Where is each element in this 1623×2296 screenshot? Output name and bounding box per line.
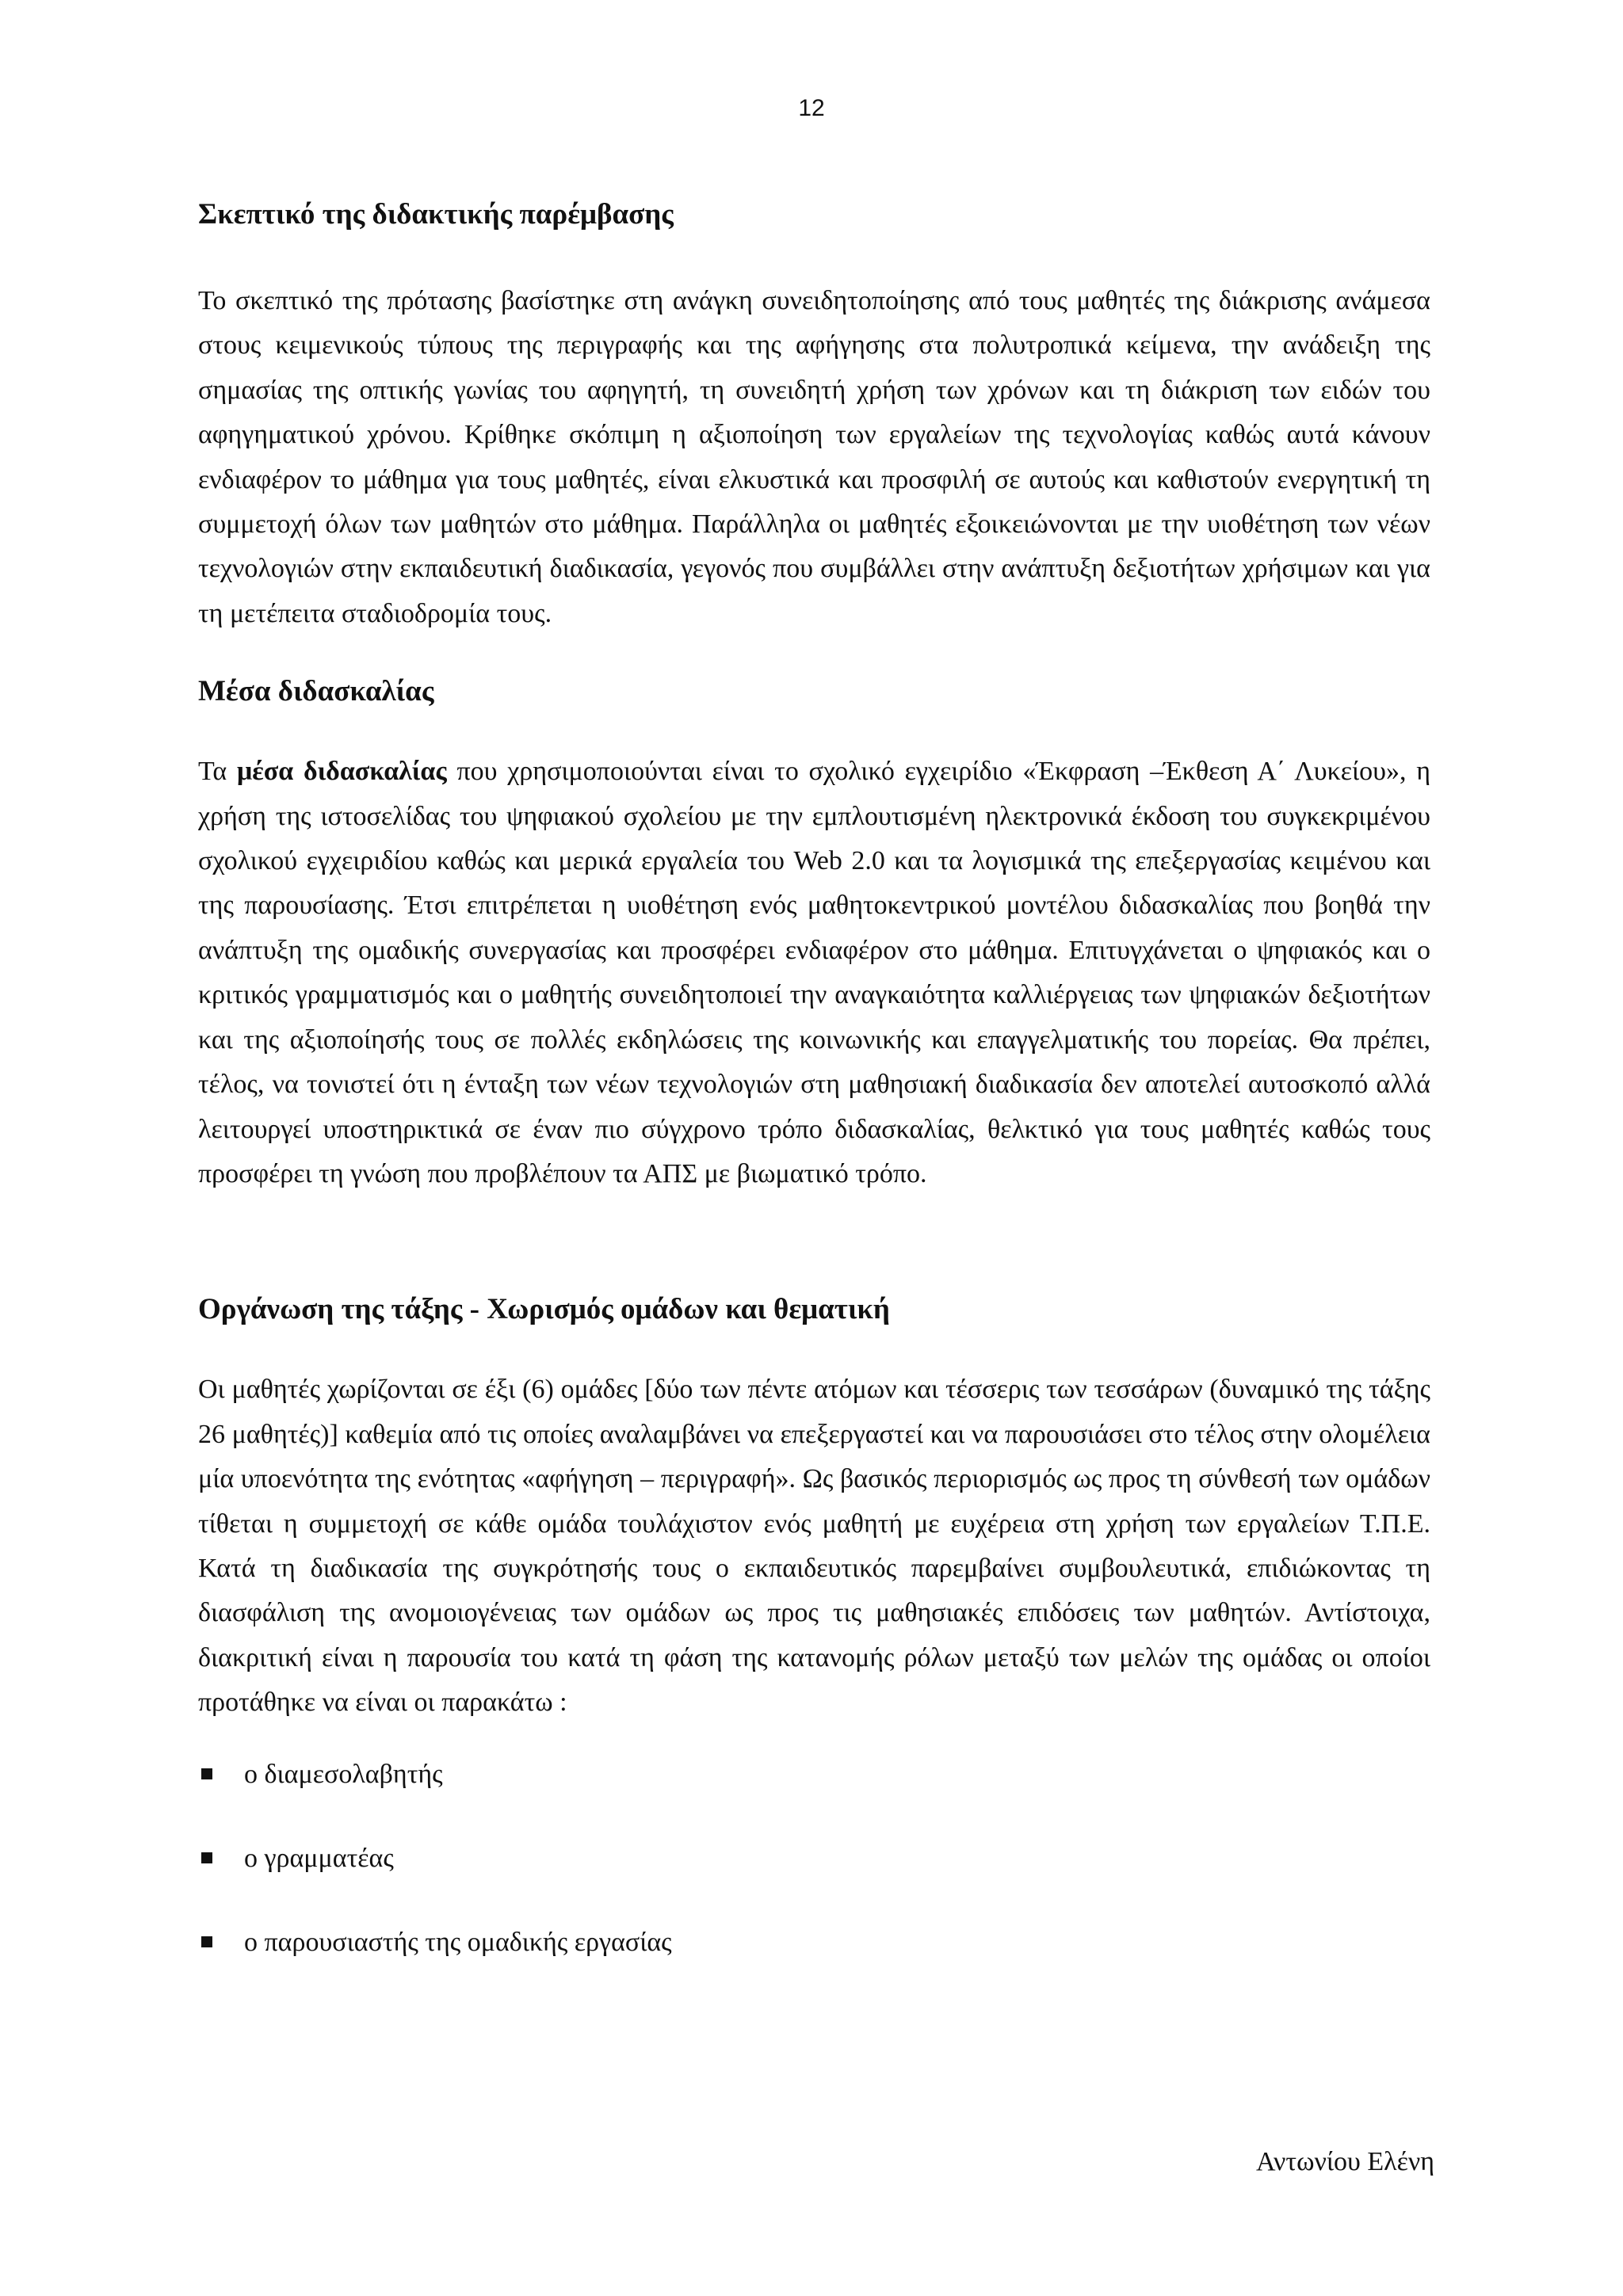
- bullet-square-icon: [201, 1936, 212, 1947]
- page-number: 12: [798, 95, 825, 121]
- author-footer: Αντωνίου Ελένη: [1256, 2147, 1434, 2176]
- paragraph-class-organization: Οι μαθητές χωρίζονται σε έξι (6) ομάδες [δύο των πέντε ατόμων και τέσσερις των τεσσάρων (δυναμικό της τάξης 26 μαθητές)] καθεμία από τις οποίες αναλαμβάνει να επεξεργαστεί και να παρουσιάσει στο τέλος στην ολομέλεια μία υποενότητα της ενότητας «αφήγηση – περιγραφή». Ως βασικός περιορισμός ως προς τη σύνθεσή των ομάδων τίθεται η συμμετοχή σε κάθε ομάδα τουλάχιστον ενός μαθητή με ευχέρεια στη χρήση των εργαλείων Τ.Π.Ε. Κατά τη διαδικασία της συγκρότησής τους ο εκπαιδευτικός παρεμβαίνει συμβουλευτικά, επιδιώκοντας τη διασφάλιση της ανομοιογένειας των ομάδων ως προς τις μαθησιακές επιδόσεις των μαθητών. Αντίστοιχα, διακριτική είναι η παρουσία του κατά τη φάση της κατανομής ρόλων μεταξύ των μελών της ομάδας οι οποίοι προτάθηκε να είναι οι παρακάτω :: [198, 1375, 1430, 1718]
- section-title-class-organization: Οργάνωση της τάξης - Χωρισμός ομάδων και θεματική: [198, 1293, 890, 1326]
- paragraph-teaching-means-rest: που χρησιμοποιούνται είναι το σχολικό εγχειρίδιο «Έκφραση –Έκθεση Α΄ Λυκείου», η χρήση της ιστοσελίδας του ψηφιακού σχολείου με την εμπλουτισμένη ηλεκτρονικά έκδοση του συγκεκριμένου σχολικού εγχειριδίου καθώς και μερικά εργαλεία του Web 2.0 και τα λογισμικά της επεξεργασίας κειμένου και της παρουσίασης. Έτσι επιτρέπεται η υιοθέτηση ενός μαθητοκεντρικού μοντέλου διδασκαλίας που βοηθά την ανάπτυξη της ομαδικής συνεργασίας και προσφέρει ενδιαφέρον στο μάθημα. Επιτυγχάνεται ο ψηφιακός και ο κριτικός γραμματισμός και ο μαθητής συνειδητοποιεί την αναγκαιότητα καλλιέργειας των ψηφιακών δεξιοτήτων και της αξιοποίησής τους σε πολλές εκδηλώσεις της κοινωνικής και επαγγελματικής του πορείας. Θα πρέπει, τέλος, να τονιστεί ότι η ένταξη των νέων τεχνολογιών στη μαθησιακή διαδικασία δεν αποτελεί αυτοσκοπό αλλά λειτουργεί υποστηρικτικά σε έναν πιο σύγχρονο τρόπο διδασκαλίας, θελκτικό για τους μαθητές καθώς τους προσφέρει τη γνώση που προβλέπουν τα ΑΠΣ με βιωματικό τρόπο.: [198, 757, 1430, 1188]
- bold-term-teaching-means: μέσα διδασκαλίας: [236, 757, 447, 787]
- paragraph-teaching-means-start: Τα: [198, 757, 237, 787]
- bullet-square-icon: [201, 1852, 212, 1863]
- paragraph-rationale: Το σκεπτικό της πρότασης βασίστηκε στη ανάγκη συνειδητοποίησης από τους μαθητές της διάκρισης ανάμεσα στους κειμενικούς τύπους της περιγραφής και της αφήγησης στα πολυτροπικά κείμενα, την ανάδειξη της σημασίας της οπτικής γωνίας του αφηγητή, τη συνειδητή χρήση των χρόνων και τη διάκριση των ειδών του αφηγηματικού χρόνου. Κρίθηκε σκόπιμη η αξιοποίηση των εργαλείων της τεχνολογίας καθώς αυτά κάνουν ενδιαφέρον το μάθημα για τους μαθητές, είναι ελκυστικά και προσφιλή σε αυτούς και καθιστούν ενεργητική τη συμμετοχή όλων των μαθητών στο μάθημα. Παράλληλα οι μαθητές εξοικειώνονται με την υιοθέτηση των νέων τεχνολογιών στην εκπαιδευτική διαδικασία, γεγονός που συμβάλλει στην ανάπτυξη δεξιοτήτων χρήσιμων και για τη μετέπειτα σταδιοδρομία τους.: [198, 286, 1430, 628]
- role-label: ο παρουσιαστής της ομαδικής εργασίας: [244, 1927, 672, 1957]
- list-item: [198, 1753, 1430, 1797]
- document-body: [198, 195, 1430, 2004]
- roles-list: [198, 1753, 1430, 1965]
- paragraph-teaching-means: [198, 749, 1430, 1196]
- section-title-teaching-means: Μέσα διδασκαλίας: [198, 675, 434, 708]
- role-label: ο γραμματέας: [244, 1843, 394, 1873]
- list-item: [198, 1920, 1430, 1965]
- section-title-rationale: Σκεπτικό της διδακτικής παρέμβασης: [198, 198, 674, 231]
- role-label: ο διαμεσολαβητής: [244, 1759, 443, 1789]
- bullet-square-icon: [201, 1768, 212, 1779]
- list-item: [198, 1836, 1430, 1881]
